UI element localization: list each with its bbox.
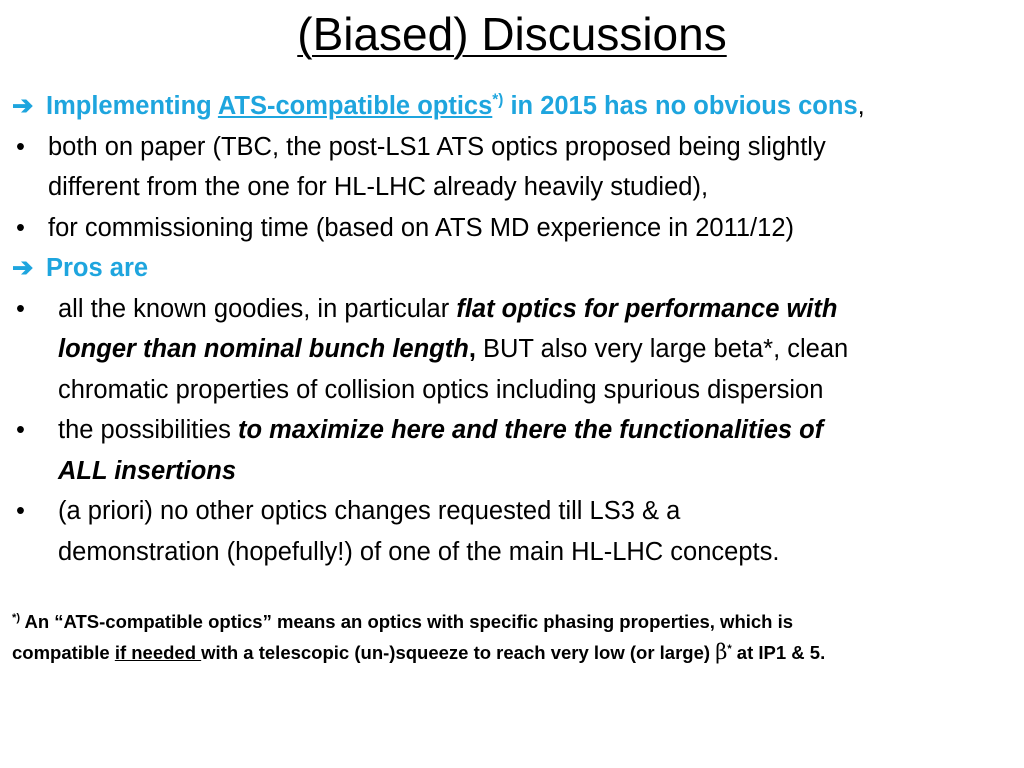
bullet-text: the possibilities [58, 416, 239, 444]
emphasis-text: flat optics for performance with [456, 294, 838, 323]
bullet-text: demonstration (hopefully!) of one of the main HL-LHC concepts. [58, 537, 780, 566]
bullet-icon: • [16, 416, 25, 444]
footnote-text: An “ATS-compatible optics” means an optics with specific phasing properties, which is [20, 611, 794, 632]
footnote-text: at IP1 & 5. [731, 642, 826, 663]
bullet-text: all the known goodies, in particular [58, 294, 457, 323]
arrow-right-icon: ➔ [12, 254, 34, 282]
footnote-marker: *) [12, 611, 21, 624]
bullet-icon: • [16, 497, 25, 525]
list-item-continuation [12, 532, 1016, 573]
slide-body [12, 86, 1016, 572]
emphasis-text: ALL insertions [58, 456, 237, 485]
slide-title: (Biased) Discussions [297, 8, 727, 60]
emphasis-text: to maximize here and there the functionalities of [238, 416, 824, 444]
bullet-text: both on paper (TBC, the post-LS1 ATS optics proposed being slightly [48, 132, 826, 161]
bullet-text: BUT also very large beta*, clean [475, 335, 849, 363]
bullet-text: (a priori) no other optics changes requested till LS3 & a [58, 497, 681, 525]
pros-header-line [12, 248, 1016, 289]
punctuation: , [468, 335, 476, 363]
list-item [12, 491, 1016, 532]
list-item-continuation [12, 167, 1016, 208]
bullet-text: for commissioning time (based on ATS MD experience in 2011/12) [48, 213, 794, 242]
bullet-icon: • [16, 213, 25, 242]
emphasis-text: longer than nominal bunch length [58, 335, 469, 363]
bullet-icon: • [16, 132, 25, 161]
list-item-continuation [12, 451, 1016, 492]
pros-header: Pros are [46, 254, 149, 282]
ats-optics-term: ATS-compatible optics [217, 92, 493, 120]
implementing-lead: Implementing [46, 92, 218, 120]
footnote-line [12, 637, 1016, 668]
if-needed-text: if needed [114, 642, 202, 663]
footnote-text: with a telescopic (un-)squeeze to reach very low (or large) [201, 642, 716, 663]
bullet-icon: • [16, 294, 25, 323]
implementing-trail: , [857, 92, 865, 120]
list-item [12, 289, 1016, 330]
list-item-continuation [12, 370, 1016, 411]
beta-star: * [727, 642, 732, 655]
bullet-text: different from the one for HL-LHC already heavily studied), [48, 173, 709, 201]
implementing-line [12, 86, 1016, 127]
list-item [12, 208, 1016, 249]
list-item-continuation [12, 329, 1016, 370]
arrow-right-icon: ➔ [12, 92, 34, 120]
footnote [12, 606, 1016, 668]
bullet-text: chromatic properties of collision optics including spurious dispersion [58, 375, 824, 404]
beta-symbol: β [715, 640, 728, 664]
footnote-marker: *) [492, 91, 504, 109]
list-item [12, 127, 1016, 168]
implementing-rest: in 2015 has no obvious cons [503, 92, 858, 120]
footnote-line [12, 606, 1016, 637]
footnote-text: compatible [12, 642, 115, 663]
list-item [12, 410, 1016, 451]
